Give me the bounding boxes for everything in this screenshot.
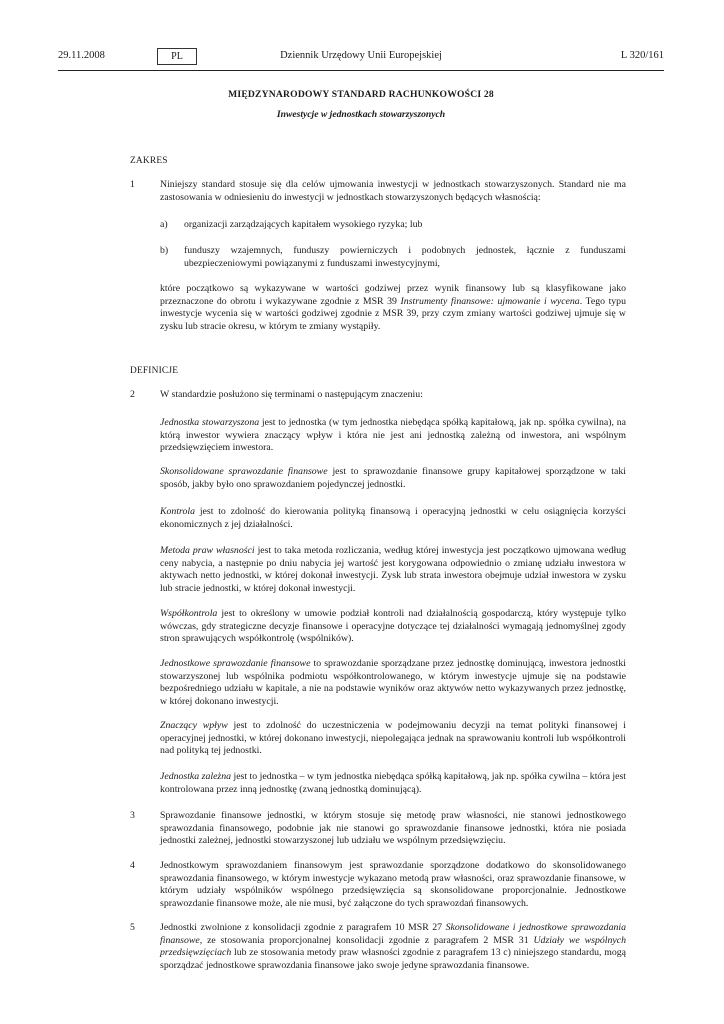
list-item-text: funduszy wzajemnych, funduszy powierniczych i podobnych jednostek, łącznie z funduszami ubezpieczeniowymi powiązanymi z funduszami inwestycyjnymi, bbox=[184, 245, 626, 269]
paragraph-text: W standardzie posłużono się terminami o następującym znaczeniu: bbox=[160, 389, 423, 400]
standard-reference: Instrumenty finansowe: ujmowanie i wycena bbox=[400, 295, 580, 307]
definition-associate bbox=[160, 417, 626, 455]
page-reference: L 320/161 bbox=[620, 50, 664, 61]
definition-text: jest to sprawozdanie finansowe grupy kapitałowej sporządzone w taki sposób, jakby było ono sprawozdaniem pojedynczej jednostki. bbox=[160, 466, 626, 490]
list-item-b bbox=[160, 245, 626, 270]
definition-term: Jednostka zależna bbox=[160, 771, 232, 782]
definition-significant-influence bbox=[160, 720, 626, 758]
definition-term: Współkontrola bbox=[160, 608, 218, 619]
paragraph-number: 2 bbox=[130, 389, 135, 400]
paragraph-2 bbox=[130, 389, 626, 402]
definition-control bbox=[160, 506, 626, 531]
page-header bbox=[58, 48, 664, 68]
section-heading-definitions: DEFINICJE bbox=[130, 366, 179, 376]
definition-term: Znaczący wpływ bbox=[160, 720, 228, 731]
paragraph-text bbox=[160, 922, 626, 972]
paragraph-number: 5 bbox=[130, 922, 135, 933]
list-item-label: a) bbox=[160, 219, 168, 230]
list-item-text: organizacji zarządzających kapitałem wysokiego ryzyka; lub bbox=[184, 219, 423, 230]
definition-subsidiary bbox=[160, 771, 626, 796]
paragraph-5 bbox=[130, 922, 626, 972]
document-title: MIĘDZYNARODOWY STANDARD RACHUNKOWOŚCI 28 bbox=[228, 89, 494, 100]
definition-text: jest to zdolność do kierowania polityką finansową i operacyjną jednostki w celu osiągnięcia korzyści ekonomicznych z jej działalności. bbox=[160, 506, 626, 530]
paragraph-text: Jednostkowym sprawozdaniem finansowym jest sprawozdanie sporządzone dodatkowo do skonsolidowanego sprawozdania finansowego, w którym inwestycje wykazano metodą praw własności, oraz sprawozdanie finansowe, w którym udziały wspólników wspólnego przedsięwzięcia są skonsolidowane proporcjonalnie. Jednostkowe sprawozdanie finansowe może, ale nie musi, być załączone do tych sprawozdań finansowych. bbox=[160, 860, 626, 909]
text-run: , ze stosowania proporcjonalnej konsolidacji zgodnie z paragrafem 2 MSR 31 bbox=[199, 934, 534, 946]
paragraph-number: 1 bbox=[130, 179, 135, 190]
list-item-label: b) bbox=[160, 245, 169, 256]
section-heading-scope: ZAKRES bbox=[130, 156, 168, 166]
definition-text: jest to określony w umowie podział kontroli nad działalnością gospodarczą, który występuje tylko wówczas, gdy strategiczne decyzje finansowe i operacyjne dotyczące tej działalności wymagają jednomyślnej zgody stron sprawujących współkontrolę (wspólników). bbox=[160, 608, 626, 645]
paragraph-text: Niniejszy standard stosuje się dla celów ujmowania inwestycji w jednostkach stowarzyszonych. Standard nie ma zastosowania w odniesieniu do inwestycji w jednostkach stowarzyszonych będących własnością: bbox=[160, 179, 626, 203]
paragraph-4 bbox=[130, 860, 626, 910]
standard-reference: Udziały we wspólnych przedsięwzięciach bbox=[160, 934, 626, 959]
text-run: Jednostki zwolnione z konsolidacji zgodnie z paragrafem 10 MSR 27 bbox=[160, 922, 446, 933]
definition-consolidated-statements bbox=[160, 466, 626, 491]
definition-text: jest to zdolność do uczestniczenia w podejmowaniu decyzji na temat polityki finansowej i operacyjnej jednostki, w której dokonano inwestycji, niepolegająca jednak na sprawowaniu kontroli lub współkontroli nad polityką tej jednostki. bbox=[160, 720, 626, 757]
definition-term: Skonsolidowane sprawozdanie finansowe bbox=[160, 466, 328, 477]
text-run: . Tego typu inwestycje wycenia się w wartości godziwej zgodnie z MSR 39, przy czym zmiany wartości godziwej ujmuje się w zysku lub stracie okresu, w którym te zmiany wystąpiły. bbox=[160, 295, 626, 332]
paragraph-3 bbox=[130, 810, 626, 848]
definition-term: Kontrola bbox=[160, 506, 196, 517]
definition-text: jest to jednostka – w tym jednostka niebędąca spółką kapitałową, jak np. spółka cywilna – która jest kontrolowana przez inną jednostkę (zwaną jednostką dominującą). bbox=[160, 771, 626, 795]
document-subtitle: Inwestycje w jednostkach stowarzyszonych bbox=[276, 109, 446, 120]
paragraph-1-continuation bbox=[160, 283, 626, 333]
paragraph-number: 4 bbox=[130, 860, 135, 871]
list-item-a bbox=[160, 219, 626, 232]
standard-reference: Skonsolidowane i jednostkowe sprawozdania finansowe bbox=[160, 922, 626, 946]
language-badge: PL bbox=[157, 48, 197, 65]
definition-joint-control bbox=[160, 608, 626, 646]
definition-text: jest to taka metoda rozliczania, według której inwestycja jest początkowo ujmowana według ceny nabycia, a następnie po dniu nabycia jej wartość jest korygowana odpowiednio o zmianę udziału inwestora w aktywach netto jednostki, w której dokonał inwestycji. Zysk lub strata inwestora obejmuje udział inwestora w zysku lub stracie jednostki, w której dokonał inwestycji. bbox=[160, 545, 626, 594]
text-run: które początkowo są wykazywane w wartości godziwej przez wynik finansowy lub są klasyfikowane jako przeznaczone do obrotu i wykazywane zgodnie z MSR 39 bbox=[160, 283, 626, 307]
definition-term: Metoda praw własności bbox=[160, 545, 255, 556]
paragraph-text: Sprawozdanie finansowe jednostki, w którym stosuje się metodę praw własności, nie stanowi jednostkowego sprawozdania finansowego, podobnie jak nie stanowi go sprawozdanie finansowe jednostki, która nie posiada jednostki zależnej, jednostki stowarzyszonej lub udziału we wspólnym przedsięwzięciu. bbox=[160, 810, 626, 847]
definition-equity-method bbox=[160, 545, 626, 595]
text-run: lub ze stosowania metody praw własności zgodnie z paragrafem 13 c) niniejszego standardu, mogą sporządzać jednostkowe sprawozdania finansowe jako swoje jedyne sprawozdania finansowe. bbox=[160, 947, 626, 971]
definition-text: to sprawozdanie sporządzane przez jednostkę dominującą, inwestora jednostki stowarzyszonej lub wspólnika podmiotu współkontrolowanego, w którym inwestycje ujmuje się na podstawie bezpośredniego udziału w kapitale, a nie na podstawie wyników oraz aktywów netto wykazywanych przez jednostkę, w której dokonano inwestycji. bbox=[160, 658, 626, 707]
header-rule bbox=[58, 70, 664, 71]
journal-name: Dziennik Urzędowy Unii Europejskiej bbox=[280, 50, 442, 61]
definition-separate-statements bbox=[160, 658, 626, 708]
definition-term: Jednostka stowarzyszona bbox=[160, 417, 260, 428]
paragraph-1 bbox=[130, 179, 626, 204]
definition-text: jest to jednostka (w tym jednostka niebędąca spółką kapitałową, jak np. spółka cywilna), na którą inwestor wywiera znaczący wpływ i która nie jest ani jednostką zależną od inwestora, ani wspólnym przedsięwzięciem inwestora. bbox=[160, 417, 626, 454]
paragraph-number: 3 bbox=[130, 810, 135, 821]
definition-term: Jednostkowe sprawozdanie finansowe bbox=[160, 658, 311, 669]
publication-date: 29.11.2008 bbox=[58, 50, 105, 61]
